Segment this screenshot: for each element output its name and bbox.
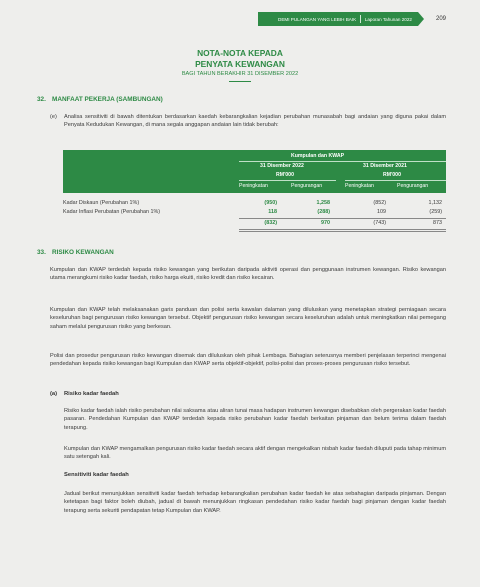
- title-divider: [229, 81, 251, 82]
- page-number: 209: [435, 16, 446, 22]
- report-name: DEMI PULANGAN YANG LEBIH BAIK: [278, 16, 357, 22]
- row-inflation-val-3: 109: [377, 209, 386, 215]
- header-arrow-icon: [418, 12, 424, 26]
- table-currency-2: RM'000: [383, 172, 401, 178]
- section-32-title: MANFAAT PEKERJA (SAMBUNGAN): [52, 96, 163, 103]
- sensitivity-table: [63, 150, 446, 235]
- row-discount-val-3: (852): [373, 200, 386, 206]
- row-discount-val-1: (950): [264, 200, 277, 206]
- row-discount-val-2: 1,258: [316, 200, 330, 206]
- section-33-heading: [37, 249, 114, 256]
- row-inflation-val-1: 118: [268, 209, 277, 215]
- page-title: [0, 48, 480, 82]
- col-header-increase-2021: Peningkatan: [345, 183, 374, 189]
- table-body: [63, 193, 446, 235]
- total-val-1: (832): [264, 220, 277, 226]
- row-inflation-val-4: (259): [429, 209, 442, 215]
- col-header-decrease-2022: Pengurangan: [291, 183, 323, 189]
- col-header-decrease-2021: Pengurangan: [397, 183, 429, 189]
- totals-top-rule: [239, 218, 446, 219]
- header-separator: [360, 15, 361, 23]
- risk-paragraph-2: Kumpulan dan KWAP telah melaksanakan garis panduan dan polisi serta kawalan dalaman yang diluluskan yang menetapkan strategi perniagaan secara keseluruhan bagi pengurusan risiko kewangan tersebut. Objektif pengurusan risiko kewangan secara keseluruhan adalah untuk meningkatkan nilai pemegang saham melalui pengurusan risiko yang berkesan.: [50, 307, 446, 330]
- section-32-number: 32.: [37, 96, 46, 103]
- subsection-a-heading: [50, 391, 119, 397]
- subsection-a-label: (a): [50, 391, 58, 397]
- row-inflation-val-2: (288): [317, 209, 330, 215]
- title-subtitle: BAGI TAHUN BERAKHIR 31 DISEMBER 2022: [181, 71, 299, 77]
- table-group-header: Kumpulan dan KWAP: [291, 153, 345, 159]
- section-33-number: 33.: [37, 249, 46, 256]
- table-period-1-rule: [239, 180, 336, 181]
- table-currency-1: RM'000: [276, 172, 294, 178]
- total-val-2: 970: [321, 220, 330, 226]
- totals-bottom-rule-2: [239, 231, 446, 232]
- risk-paragraph-1: Kumpulan dan KWAP terdedah kepada risiko kewangan yang berikutan daripada aktiviti operasi dan penggunaan instrumen kewangan. Risiko kewangan utama merangkumi risiko kadar faedah, risiko harga ekuiti, risiko kredit dan risiko kecairan.: [50, 267, 446, 282]
- item-e-label: (e): [50, 114, 57, 120]
- table-header: [63, 150, 446, 193]
- total-val-3: (743): [373, 220, 386, 226]
- section-32-heading: [37, 96, 163, 103]
- total-val-4: 873: [433, 220, 442, 226]
- report-year: Laporan Tahunan 2022: [364, 16, 412, 22]
- sensitivity-heading: Sensitiviti kadar faedah: [64, 472, 129, 478]
- table-period-1: 31 Disember 2022: [260, 163, 304, 169]
- totals-bottom-rule-1: [239, 229, 446, 230]
- row-inflation-label: Kadar Inflasi Perubatan (Perubahan 1%): [63, 209, 161, 215]
- section-33-title: RISIKO KEWANGAN: [52, 249, 114, 256]
- interest-paragraph-3: Jadual berikut menunjukkan sensitiviti kadar faedah terhadap kebarangkalian perubahan kadar faedah ke atas sebahagian daripada pinjaman. Dengan ketetapan bagi faktor boleh diubah, jadual di bawah menunjukkan ringkasan pendedahan risiko kadar faedah bagi pinjaman dengan kadar faedah terapung serta sekuriti pendapatan tetap Kumpulan dan KWAP.: [64, 491, 446, 514]
- col-header-increase-2022: Peningkatan: [239, 183, 268, 189]
- row-discount-label: Kadar Diskaun (Perubahan 1%): [63, 200, 140, 206]
- item-e-text: Analisa sensitiviti di bawah ditentukan berdasarkan kaedah kebarangkalian kejadian perubahan munasabah bagi andaian yang diguna pakai dalam Penyata Kedudukan Kewangan, di mana segala anggapan andaian lain tidak berubah:: [64, 114, 446, 129]
- interest-paragraph-1: Risiko kadar faedah ialah risiko perubahan nilai saksama atau aliran tunai masa hadapan instrumen kewangan disebabkan oleh pergerakan kadar faedah pasaran. Pendedahan Kumpulan dan KWAP terdedah kepada risiko perubahan kadar faedah berkaitan pinjaman dan belum terima dalam faedah terapung.: [64, 408, 446, 431]
- table-period-2: 31 Disember 2021: [363, 163, 407, 169]
- page-header: [258, 12, 480, 26]
- subsection-a-title: Risiko kadar faedah: [64, 391, 119, 397]
- risk-paragraph-3: Polisi dan prosedur pengurusan risiko kewangan disemak dan diluluskan oleh pihak Lembaga. Bahagian seterusnya memberi penjelasan terperinci mengenai pendedahan kepada risiko kewangan bagi Kumpulan dan KWAP serta objektif-objektif, polisi-polisi dan proses-proses pengurusan risiko tersebut.: [50, 353, 446, 368]
- table-header-rule: [239, 161, 446, 162]
- row-discount-val-4: 1,132: [428, 200, 442, 206]
- interest-paragraph-2: Kumpulan dan KWAP mengamalkan pengurusan risiko kadar faedah secara aktif dengan mengekalkan nisbah kadar faedah diluputi pada tahap minimum satu setengah kali.: [64, 446, 446, 461]
- title-line-2: PENYATA KEWANGAN: [195, 59, 285, 69]
- table-period-2-rule: [345, 180, 446, 181]
- title-line-1: NOTA-NOTA KEPADA: [197, 48, 283, 58]
- header-banner: [258, 12, 418, 26]
